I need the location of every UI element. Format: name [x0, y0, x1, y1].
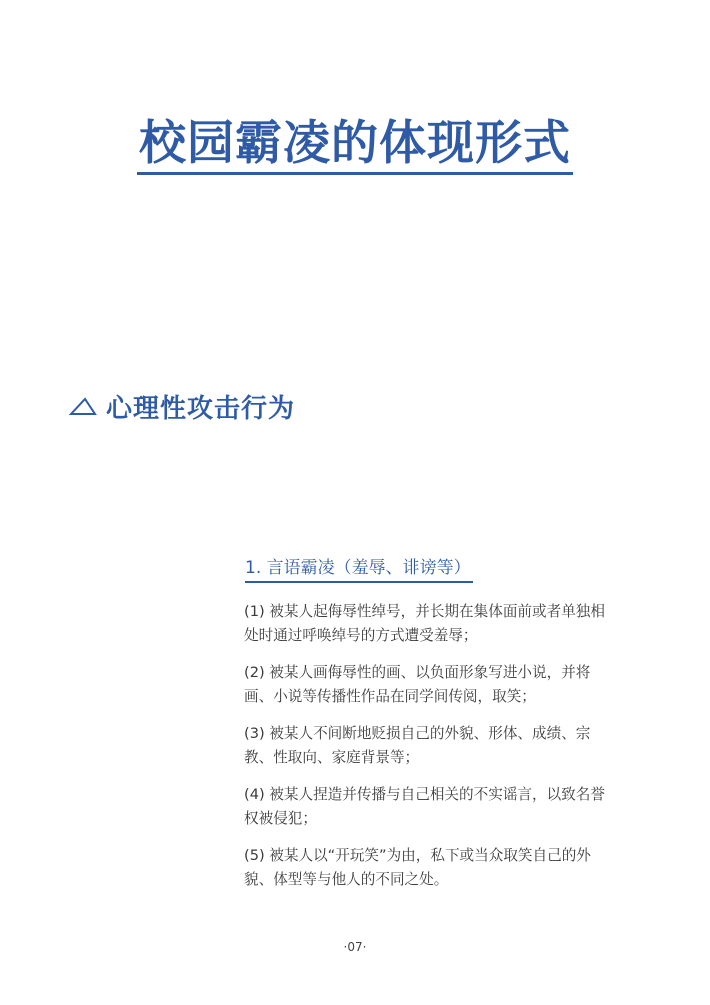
list-item: (3) 被某人不间断地贬损自己的外貌、形体、成绩、宗教、性取向、家庭背景等； — [244, 725, 591, 766]
list-item: (2) 被某人画侮辱性的画、以负面形象写进小说，并将画、小说等传播性作品在同学间传阅，取笑； — [244, 664, 591, 705]
section-heading — [68, 382, 295, 430]
list-item: (1) 被某人起侮辱性绰号，并长期在集体面前或者单独相处时通过呼唤绰号的方式遭受羞辱； — [244, 603, 605, 644]
list-item: (4) 被某人捏造并传播与自己相关的不实谣言，以致名誉权被侵犯； — [244, 786, 605, 827]
triangle-outline-icon — [68, 394, 98, 418]
subsection-heading: 1. 言语霸凌（羞辱、诽谤等） — [245, 555, 473, 583]
section-heading-label: 心理性攻击行为 — [106, 393, 296, 424]
list-item: (5) 被某人以“开玩笑”为由，私下或当众取笑自己的外貌、体型等与他人的不同之处。 — [244, 847, 591, 888]
page-title-text: 校园霸凌的体现形式 — [137, 116, 573, 175]
item-list — [244, 600, 616, 905]
page-number: ·07· — [343, 940, 367, 954]
page-title — [0, 114, 710, 174]
